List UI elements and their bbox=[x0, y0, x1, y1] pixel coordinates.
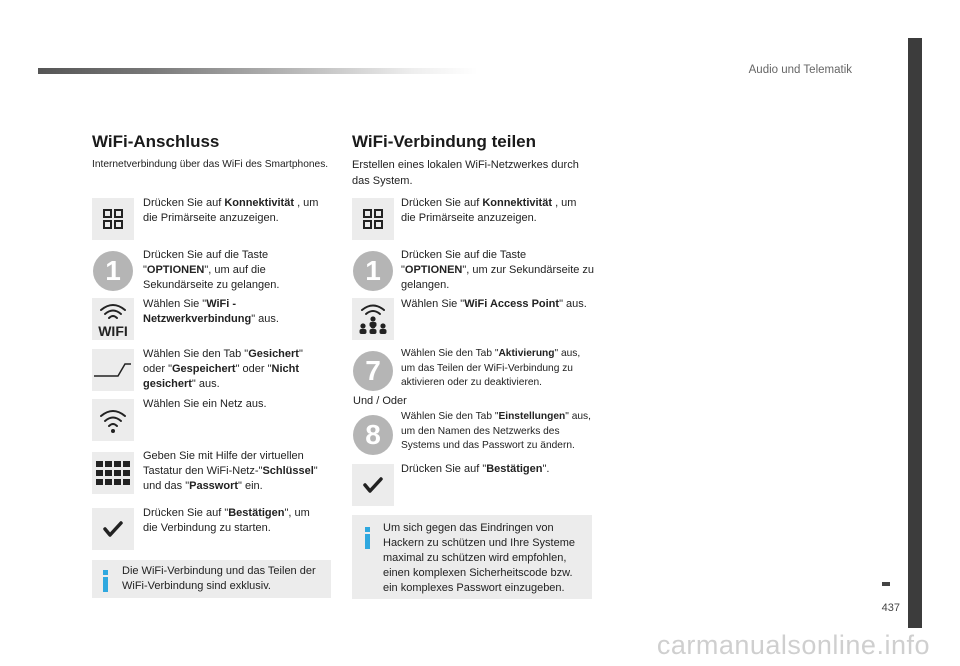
right-info-box bbox=[352, 515, 592, 599]
left-info-box bbox=[92, 560, 331, 598]
info-icon bbox=[103, 570, 108, 592]
grid-icon bbox=[352, 198, 394, 240]
wifi-icon-label: WIFI bbox=[98, 323, 128, 339]
step-number-7: 7 bbox=[353, 351, 393, 391]
left-step-2: Drücken Sie auf die Taste "OPTIONEN", um auf die Sekundärseite zu gelangen. bbox=[143, 249, 280, 291]
step-number-1: 1 bbox=[93, 251, 133, 291]
right-title: WiFi-Verbindung teilen bbox=[352, 132, 537, 151]
page-edge-bar bbox=[908, 38, 922, 628]
left-step-3: Wählen Sie "WiFi -Netzwerkverbindung" aus. bbox=[143, 298, 279, 325]
right-step-4: Wählen Sie den Tab "Aktivierung" aus, um das Teilen der WiFi-Verbindung zu aktivieren oder zu deaktivieren. bbox=[401, 348, 581, 388]
page-marker bbox=[882, 582, 890, 586]
hotspot-icon bbox=[352, 298, 394, 340]
left-title: WiFi-Anschluss bbox=[92, 132, 220, 151]
und-oder-label: Und / Oder bbox=[353, 395, 407, 407]
left-step-4: Wählen Sie den Tab "Gesichert" oder "Gespeichert" oder "Nicht gesichert" aus. bbox=[143, 348, 303, 390]
keyboard-icon bbox=[92, 452, 134, 494]
right-step-6: Drücken Sie auf "Bestätigen". bbox=[401, 463, 550, 475]
left-step-6: Geben Sie mit Hilfe der virtuellen Tastatur den WiFi-Netz-"Schlüssel" und das "Passwort" ein. bbox=[143, 450, 318, 492]
right-step-3: Wählen Sie "WiFi Access Point" aus. bbox=[401, 298, 587, 310]
right-step-2: Drücken Sie auf die Taste "OPTIONEN", um zur Sekundärseite zu gelangen. bbox=[401, 249, 595, 291]
check-icon bbox=[352, 464, 394, 506]
right-step-1: Drücken Sie auf Konnektivität , um die Primärseite anzuzeigen. bbox=[401, 197, 577, 224]
page-number: 437 bbox=[881, 602, 900, 614]
left-step-1: Drücken Sie auf Konnektivität , um die Primärseite anzuzeigen. bbox=[143, 197, 319, 224]
watermark: carmanualsonline.info bbox=[656, 630, 930, 660]
step-number-1: 1 bbox=[353, 251, 393, 291]
wifi-label-icon bbox=[92, 298, 134, 340]
right-step-5: Wählen Sie den Tab "Einstellungen" aus, um den Namen des Netzwerks des Systems und das Passwort zu ändern. bbox=[401, 411, 591, 451]
left-info-text: Die WiFi-Verbindung und das Teilen der WiFi-Verbindung sind exklusiv. bbox=[122, 565, 316, 592]
header-gradient-bar bbox=[38, 68, 478, 74]
tab-icon bbox=[92, 349, 134, 391]
section-title: Audio und Telematik bbox=[748, 64, 852, 76]
wifi-icon bbox=[92, 399, 134, 441]
left-step-5: Wählen Sie ein Netz aus. bbox=[143, 398, 267, 410]
right-info-text: Um sich gegen das Eindringen von Hackern zu schützen und Ihre Systeme maximal zu schützen wird empfohlen, einen komplexen Sicherheitscode bzw. ein komplexes Passwort einzugeben. bbox=[383, 522, 575, 594]
info-icon bbox=[365, 527, 370, 549]
left-subtitle: Internetverbindung über das WiFi des Smartphones. bbox=[92, 159, 329, 170]
grid-icon bbox=[92, 198, 134, 240]
check-icon bbox=[92, 508, 134, 550]
step-number-8: 8 bbox=[353, 415, 393, 455]
right-subtitle: Erstellen eines lokalen WiFi-Netzwerkes durch das System. bbox=[352, 159, 579, 187]
left-step-7: Drücken Sie auf "Bestätigen", um die Verbindung zu starten. bbox=[143, 507, 310, 534]
